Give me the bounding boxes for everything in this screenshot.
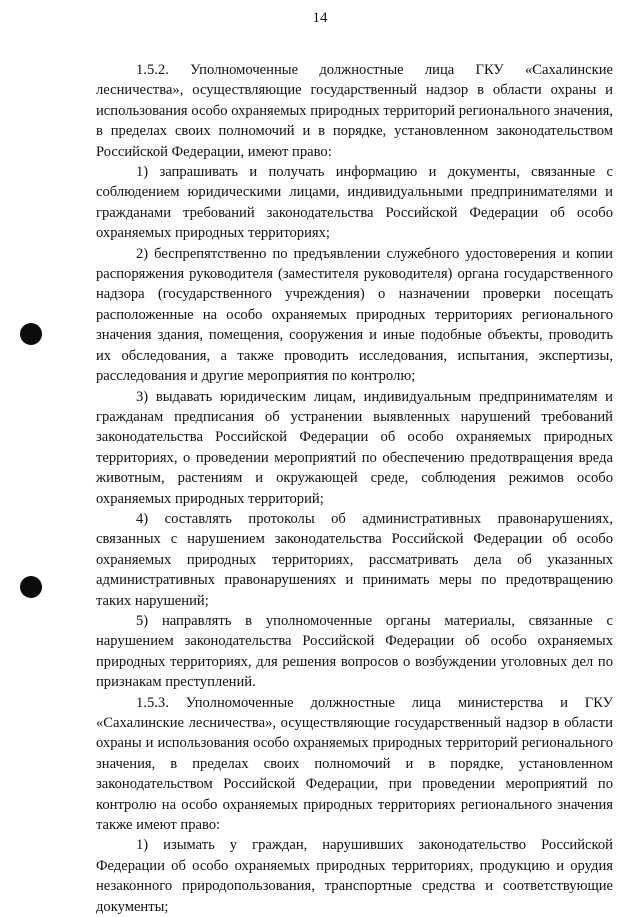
page-number: 14 <box>312 10 328 26</box>
list-item-3: 3) выдавать юридическим лицам, индивидуальным предпринимателям и гражданам предписания об устранении выявленных нарушений требований законодательства Российской Федерации об особо охраняемых природных территориях, о проведении мероприятий по обеспечению предотвращения вреда животным, растениям и окружающей среде, соблюдения режимов особо охраняемых природных территорий; <box>96 388 613 507</box>
list-item-1: 1) запрашивать и получать информацию и документы, связанные с соблюдением юридическими лицами, индивидуальными предпринимателями и гражданами требований законодательства Российской Федерации об особо охраняемых природных территориях; <box>96 164 613 242</box>
list-item-4: 4) составлять протоколы об административных правонарушениях, связанных с нарушением законодательства Российской Федерации об особо охраняемых природных территориях, рассматривать дела об указанных административных правонарушениях и принимать меры по предотвращению таких нарушений; <box>96 510 613 609</box>
paragraph-1-5-2: 1.5.2. Уполномоченные должностные лица ГКУ «Сахалинские лесничества», осуществляющие государственный надзор в области охраны и использования особо охраняемых природных территорий регионального значения, в пределах своих полномочий и в порядке, установленном законодательством Российской Федерации, имеют право: <box>96 62 613 160</box>
list-item-5: 5) направлять в уполномоченные органы материалы, связанные с нарушением законодательства Российской Федерации об особо охраняемых природных территориях, для решения вопросов о возбуждении уголовных дел по признакам преступлений. <box>96 612 613 691</box>
list-item-1b: 1) изымать у граждан, нарушивших законодательство Российской Федерации об особо охраняемых природных территориях, продукцию и орудия незаконного природопользования, транспортные средства и соответствующие документы; <box>96 837 613 915</box>
document-body <box>96 60 613 917</box>
paragraph-1-5-3: 1.5.3. Уполномоченные должностные лица министерства и ГКУ «Сахалинские лесничества», осуществляющие государственный надзор в области охраны и использования особо охраняемых природных территорий регионального значения, в пределах своих полномочий и в порядке, установленном законодательством Российской Федерации, при проведении мероприятий по контролю на особо охраняемых природных территориях регионального значения также имеют право: <box>96 694 613 834</box>
punch-hole-lower <box>20 576 42 598</box>
list-item-2: 2) беспрепятственно по предъявлении служебного удостоверения и копии распоряжения руководителя (заместителя руководителя) органа государственного надзора (государственного учреждения) о назначении проверки посещать расположенные на особо охраняемых природных территориях регионального значения здания, помещения, сооружения и иные подобные объекты, проводить их обследования, а также проводить исследования, испытания, экспертизы, расследования и другие мероприятия по контролю; <box>96 245 613 385</box>
punch-hole-upper <box>20 323 42 345</box>
